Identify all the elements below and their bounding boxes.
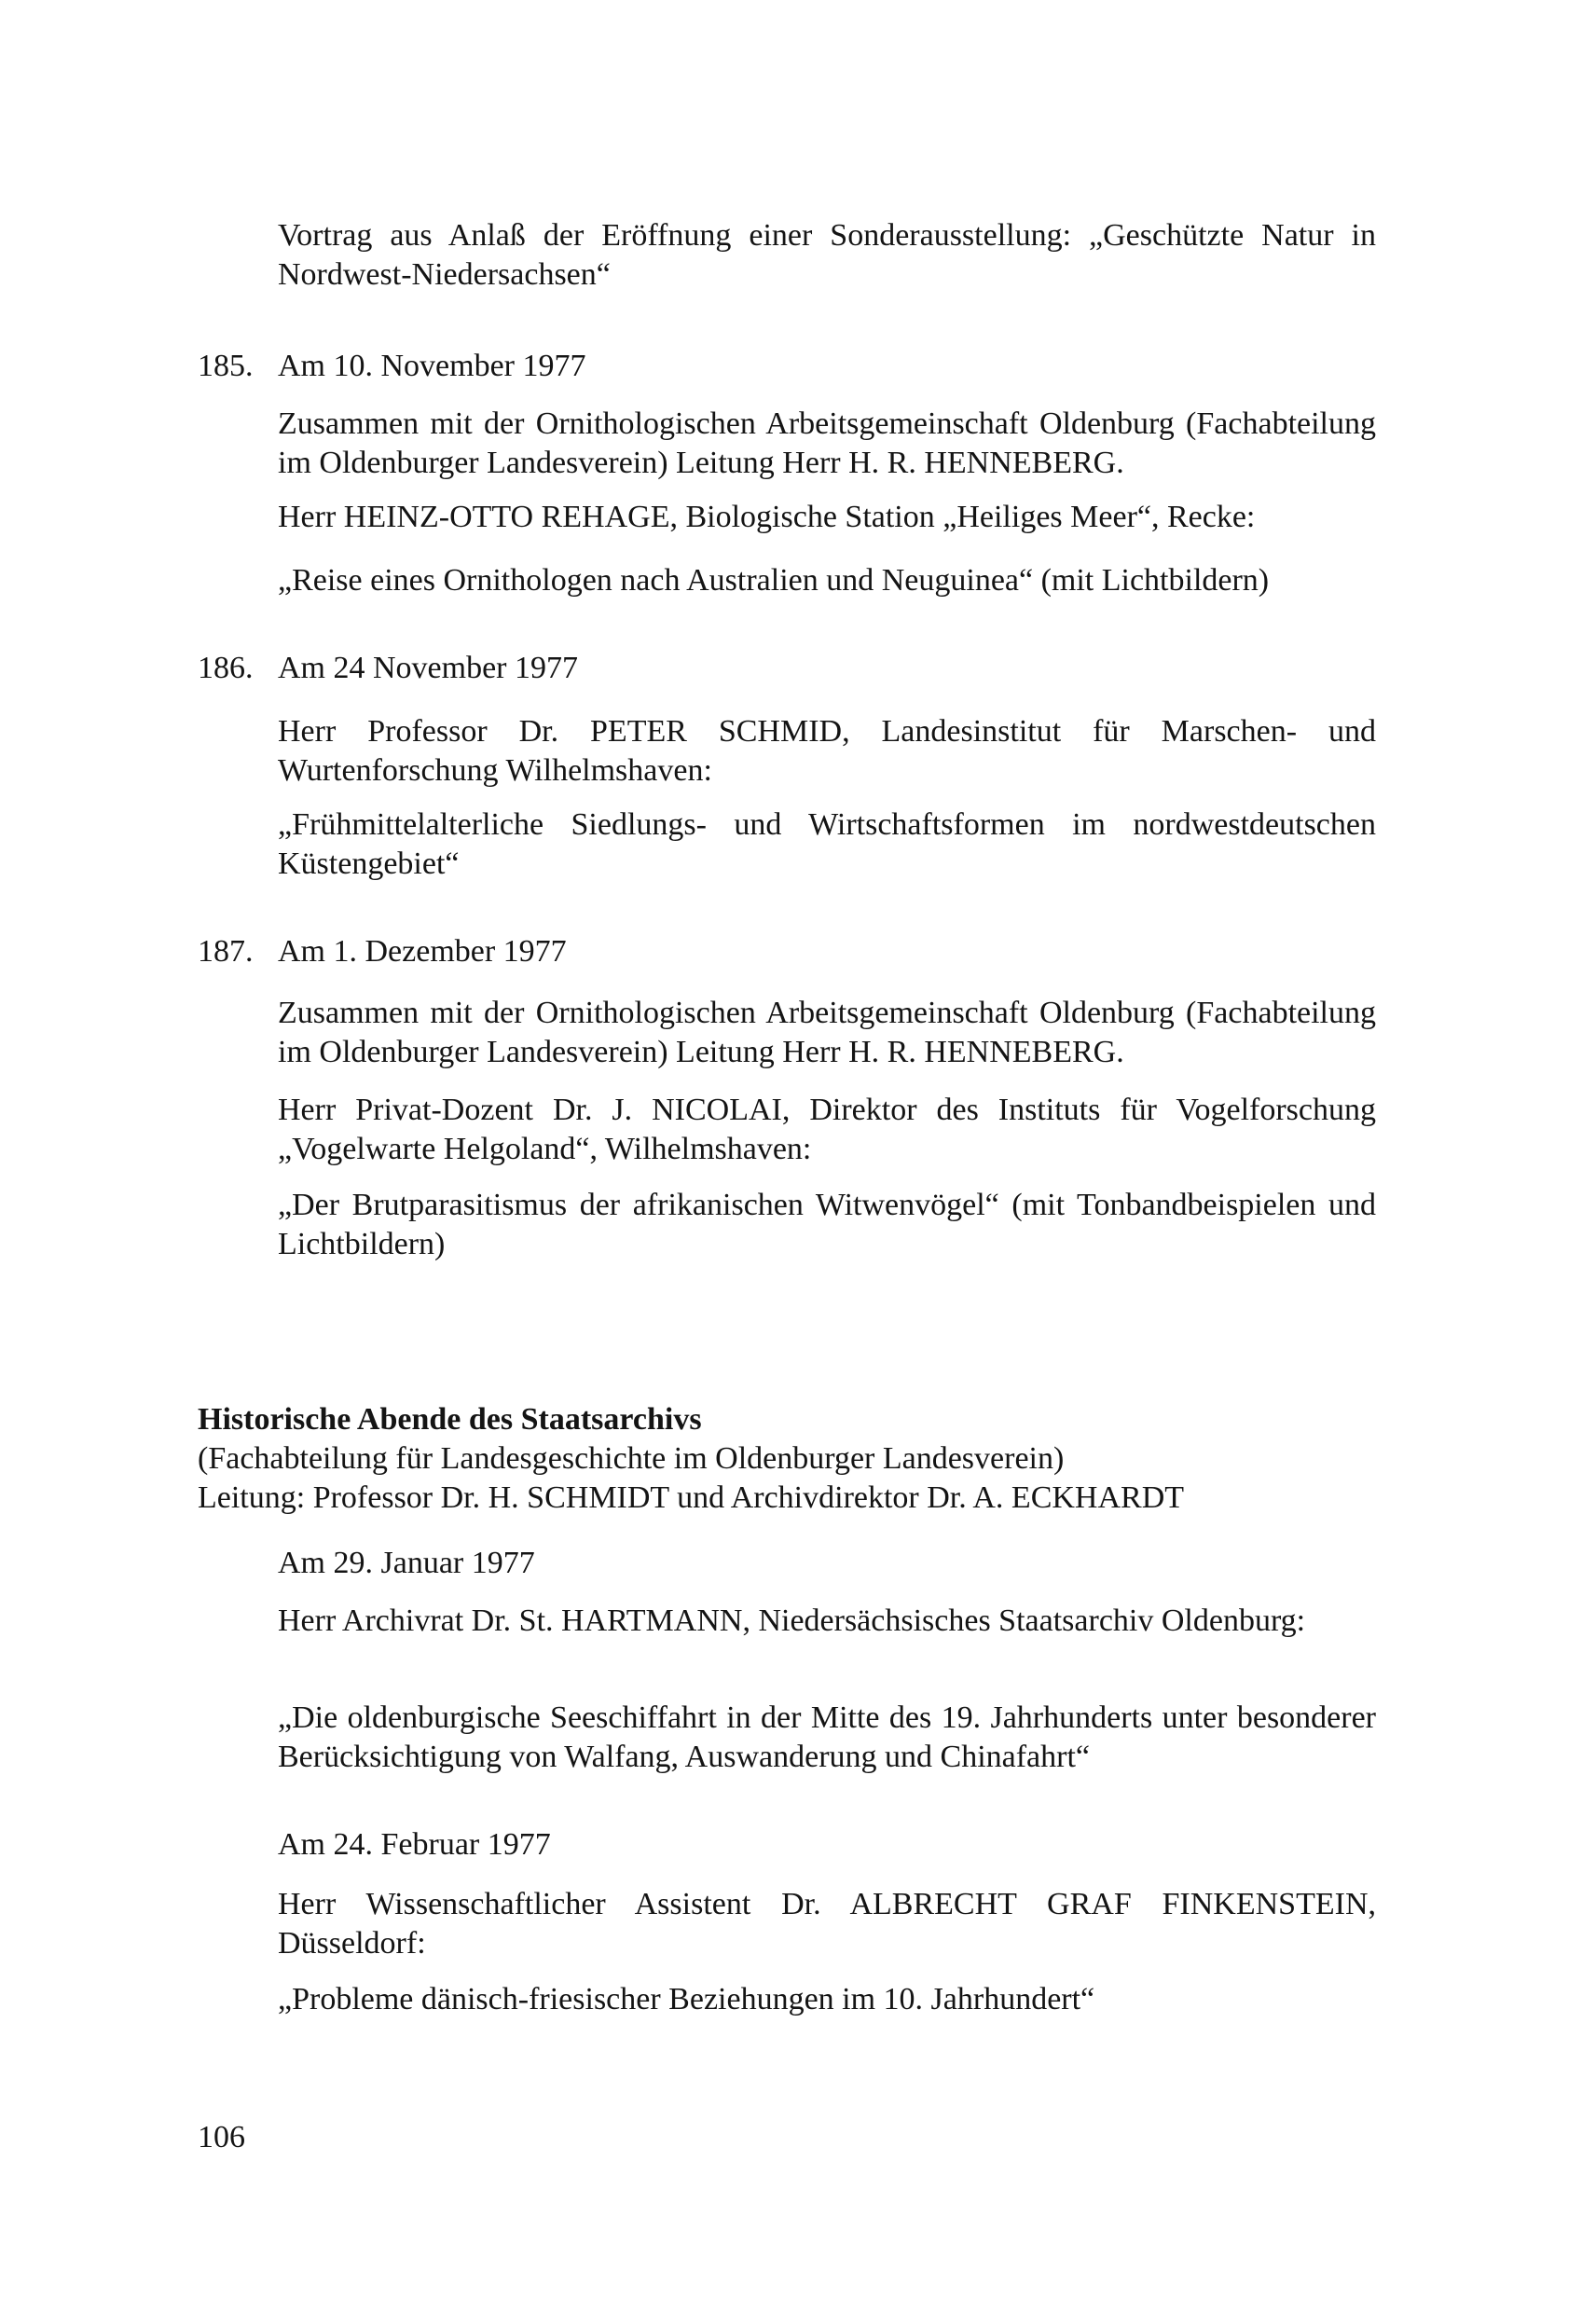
event-date-2: Am 24. Februar 1977 <box>278 1827 551 1862</box>
entry-date: Am 24 November 1977 <box>278 651 579 685</box>
event-1-paragraph-1: Herr Archivrat Dr. St. HARTMANN, Niedersächsisches Staatsarchiv Oldenburg: <box>278 1603 1306 1638</box>
entry-number: 187. <box>198 934 254 969</box>
entry-187-paragraph-3: „Der Brutparasitismus der afrikanischen Witwenvögel“ (mit Tonbandbeispielen und Lichtbildern) <box>278 1188 1376 1261</box>
entry-date: Am 1. Dezember 1977 <box>278 934 567 969</box>
entry-187-paragraph-2: Herr Privat-Dozent Dr. J. NICOLAI, Direktor des Instituts für Vogelforschung „Vogelwarte Helgoland“, Wilhelmshaven: <box>278 1093 1376 1166</box>
entry-185-paragraph-3: „Reise eines Ornithologen nach Australien und Neuguinea“ (mit Lichtbildern) <box>278 563 1270 598</box>
entry-187-heading <box>198 932 567 971</box>
section-subtitle: (Fachabteilung für Landesgeschichte im Oldenburger Landesverein) <box>198 1441 1065 1476</box>
entry-187-paragraph-1: Zusammen mit der Ornithologischen Arbeitsgemeinschaft Oldenburg (Fachabteilung im Oldenburger Landesverein) Leitung Herr H. R. HENNEBERG. <box>278 996 1376 1069</box>
section-heading: Historische Abende des Staatsarchivs <box>198 1402 702 1437</box>
entry-186-heading <box>198 649 578 688</box>
entry-185-paragraph-1: Zusammen mit der Ornithologischen Arbeitsgemeinschaft Oldenburg (Fachabteilung im Oldenburger Landesverein) Leitung Herr H. R. HENNEBERG. <box>278 406 1376 480</box>
entry-186-paragraph-1: Herr Professor Dr. PETER SCHMID, Landesinstitut für Marschen- und Wurtenforschung Wilhelmshaven: <box>278 714 1376 788</box>
entry-number: 186. <box>198 651 254 685</box>
event-1-paragraph-2: „Die oldenburgische Seeschiffahrt in der Mitte des 19. Jahrhunderts unter besonderer Berücksichtigung von Walfang, Auswanderung und Chinafahrt“ <box>278 1700 1376 1774</box>
intro-paragraph: Vortrag aus Anlaß der Eröffnung einer Sonderausstellung: „Geschützte Natur in Nordwest-Niedersachsen“ <box>278 218 1376 292</box>
event-date-1: Am 29. Januar 1977 <box>278 1546 535 1580</box>
entry-number: 185. <box>198 349 254 383</box>
section-leadership: Leitung: Professor Dr. H. SCHMIDT und Archivdirektor Dr. A. ECKHARDT <box>198 1480 1185 1515</box>
page-number: 106 <box>198 2120 245 2154</box>
event-2-paragraph-2: „Probleme dänisch-friesischer Beziehungen im 10. Jahrhundert“ <box>278 1982 1095 2016</box>
event-2-paragraph-1: Herr Wissenschaftlicher Assistent Dr. ALBRECHT GRAF FINKENSTEIN, Düsseldorf: <box>278 1887 1376 1961</box>
entry-185-heading <box>198 347 586 386</box>
entry-date: Am 10. November 1977 <box>278 349 586 383</box>
entry-186-paragraph-2: „Frühmittelalterliche Siedlungs- und Wirtschaftsformen im nordwestdeutschen Küstengebiet“ <box>278 807 1376 881</box>
entry-185-paragraph-2: Herr HEINZ-OTTO REHAGE, Biologische Station „Heiliges Meer“, Recke: <box>278 500 1256 534</box>
